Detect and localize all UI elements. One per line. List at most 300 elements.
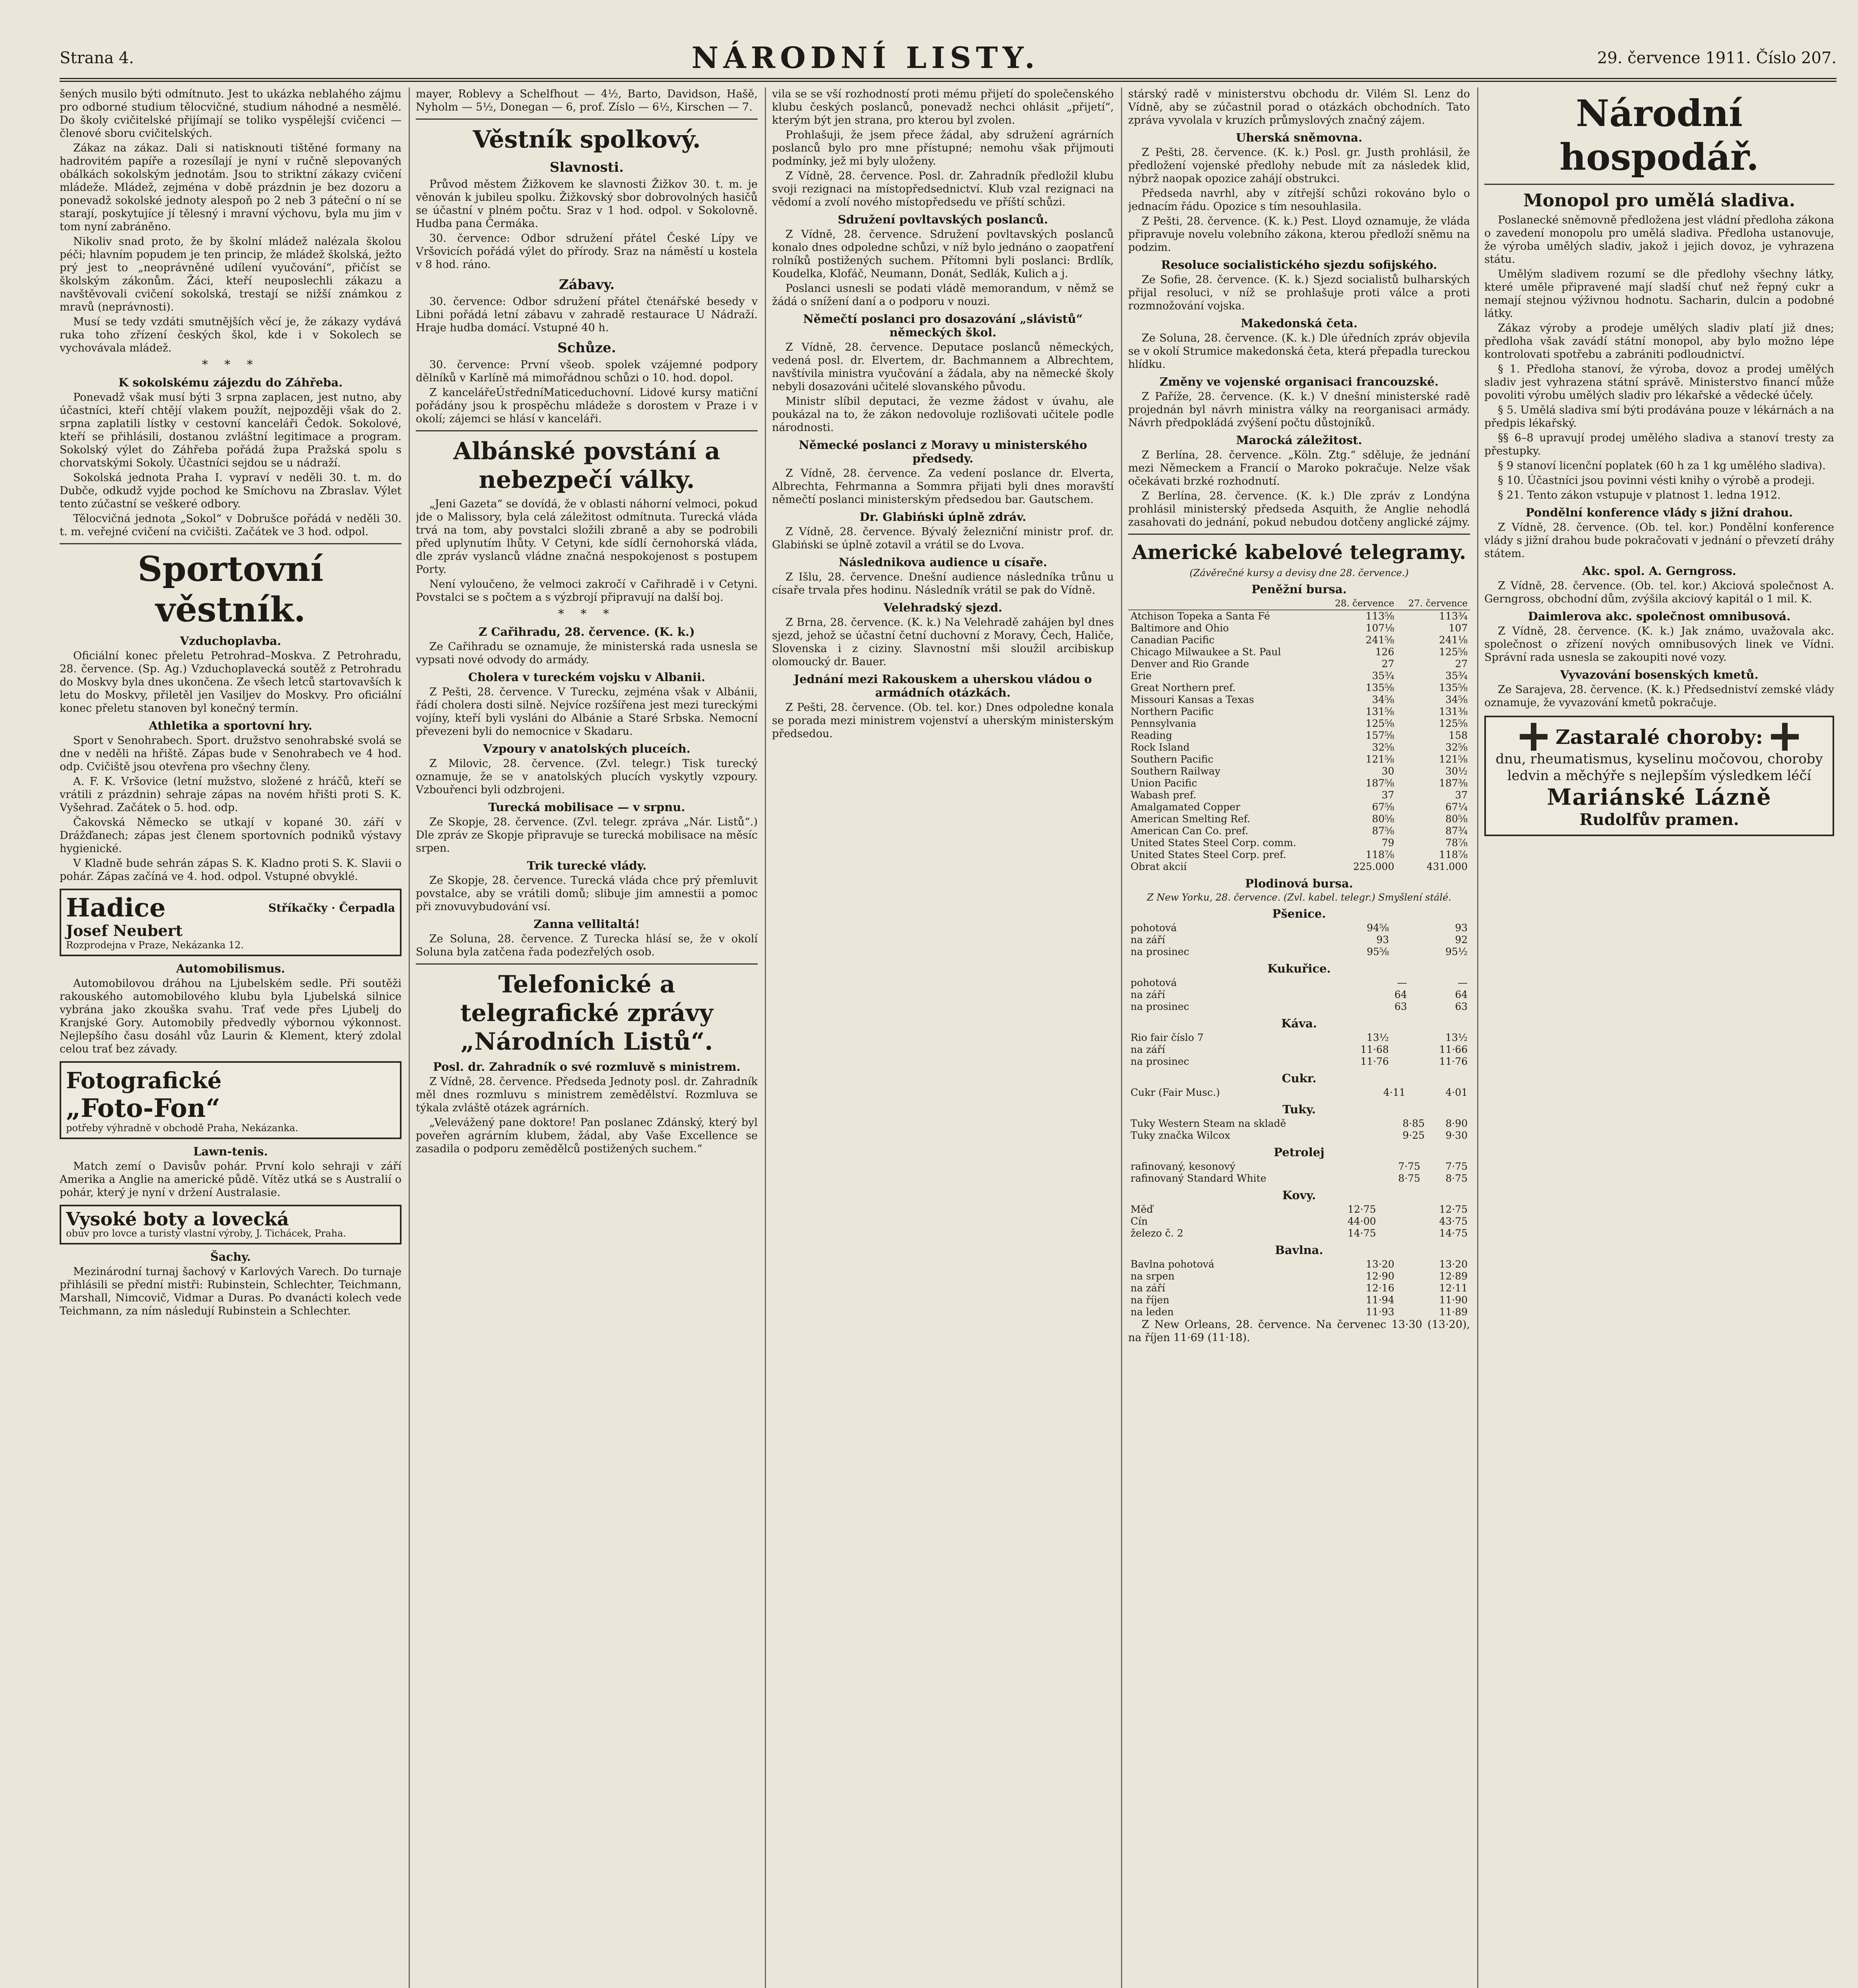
table-cell: 113¾ bbox=[1439, 610, 1468, 622]
column-rule bbox=[765, 87, 766, 1988]
article-text: Ze Skopje, 28. července. (Zvl. telegr. zpráva „Nár. Listů“.) Dle zpráv ze Skopje připravuje se turecká mobilisace na měsíc srpen. bbox=[416, 816, 758, 854]
article-text: mayer, Roblevy a Schelfhout — 4½, Barto, Davidson, Hašě, Nyholm — 5½, Donegan — 6, prof. Zíslo — 6½, Kirschen — 7. bbox=[416, 88, 758, 113]
table-cell: na prosinec bbox=[1131, 1001, 1189, 1012]
table-cell: 241⅝ bbox=[1365, 634, 1394, 646]
table-row bbox=[1128, 1056, 1470, 1068]
section-subtitle: Zábavy. bbox=[559, 277, 615, 293]
article-text: Z Berlína, 28. července. „Köln. Ztg.“ sděluje, že jednání mezi Německem a Francií o Maroko pokračuje. Nelze však očekávati brzké rozhodnutí. bbox=[1128, 449, 1470, 487]
table-row bbox=[1128, 825, 1470, 837]
divider bbox=[1128, 534, 1470, 535]
table-row bbox=[1128, 777, 1470, 789]
news-heading: Jednání mezi Rakouskem a uherskou vládou o armádních otázkách. bbox=[794, 672, 1092, 699]
table-cell: 44·00 bbox=[1347, 1215, 1376, 1227]
table-row bbox=[1128, 1130, 1470, 1142]
table-cell: 12·75 bbox=[1439, 1204, 1468, 1215]
table-row bbox=[1128, 706, 1470, 718]
newspaper-title: NÁRODNÍ LISTY. bbox=[691, 41, 1040, 75]
table-cell: 80⅝ bbox=[1372, 813, 1394, 825]
article-text: Poslanci usnesli se podati vládě memorandum, v němž se žádá o snížení daní a o podporu v nouzi. bbox=[772, 282, 1114, 308]
article-text: Ze Cařihradu se oznamuje, že ministerská rada usnesla se vypsati nové odvody do armády. bbox=[416, 641, 758, 666]
table-cell: 34⅝ bbox=[1372, 694, 1394, 705]
article-text: Ze Soluna, 28. července. (K. k.) Dle úředních zpráv objevila se v okolí Strumice makedonská četa, která přepadla tureckou hlídku. bbox=[1128, 332, 1470, 371]
table-cell: 93 bbox=[1376, 934, 1389, 945]
table-row bbox=[1128, 801, 1470, 813]
table-cell: Canadian Pacific bbox=[1131, 634, 1215, 646]
table-cell: 8·90 bbox=[1445, 1118, 1468, 1129]
article-text: § 10. Účastníci jsou povinni vésti knihy o výrobě a prodeji. bbox=[1498, 474, 1815, 487]
table-cell: na prosinec bbox=[1131, 946, 1189, 957]
article-text: Z Vídně, 28. července. Posl. dr. Zahradník předložil klubu svoji rezignaci na místopředsednictví. Klub vzal rezignaci na vědomí a zvolí nového místopředsedu ve příští schůzi. bbox=[772, 170, 1114, 208]
table-cell: 80⅝ bbox=[1445, 813, 1468, 825]
table-cell: 37 bbox=[1455, 789, 1468, 801]
table-heading: Cukr. bbox=[1282, 1072, 1317, 1085]
article-text: Automobilovou dráhou na Ljubelském sedle. Při soutěži rakouského automobilového klubu byla Ljubelská silnice vybrána jako zkouška svahu. Trať vede přes Ljubelj do Kranjské Gory. Automobily předvedly výbornou výkonnost. Nejlepšího času dosáhl vůz Laurin & Klement, který zdolal celou trať bez závady. bbox=[60, 977, 401, 1055]
ad-text: dnu, rheumatismus, kyselinu močovou, choroby ledvin a měchýře s nejlepším výsledkem léčí bbox=[1495, 751, 1823, 784]
divider bbox=[416, 430, 758, 431]
table-row bbox=[1128, 977, 1470, 989]
section-note: Z New Yorku, 28. července. (Zvl. kabel. telegr.) Smyšlení stálé. bbox=[1147, 892, 1451, 903]
article-text: Mezinárodní turnaj šachový v Karlových Varech. Do turnaje přihlásili se přední mistři: Rubinstein, Schlechter, Teichmann, Marshall, Nimcovič, Vidmar a Duras. Po dvanácti kolech vede Teichmann, za ním následují Rubinstein a Schlechter. bbox=[60, 1266, 401, 1317]
article-title-albania: Albánské povstání a nebezpečí války. bbox=[453, 437, 720, 494]
article-text: Oficiální konec přeletu Petrohrad–Moskva. Z Petrohradu, 28. července. (Sp. Ag.) Vzduchoplavecká soutěž z Petrohradu do Moskvy byla dnes ukončena. Ze všech letců startovavších k letu do Moskvy, přiletěl jen Vasiljev do Moskvy. Pro oficiální konec přeletu stanoven byl konečný termín. bbox=[60, 650, 401, 714]
table-row bbox=[1128, 1044, 1470, 1056]
issue-date: 29. července 1911. Číslo 207. bbox=[1597, 49, 1837, 67]
advertisement-marienbad bbox=[1484, 716, 1834, 836]
table-cell: 121⅝ bbox=[1439, 753, 1468, 765]
table-cell: 87¾ bbox=[1445, 825, 1468, 837]
table-cell: 131⅝ bbox=[1365, 706, 1394, 717]
masthead bbox=[60, 38, 1837, 82]
table-cell: Southern Railway bbox=[1131, 765, 1220, 777]
commodity-table bbox=[1128, 1258, 1470, 1318]
ad-products: Stříkačky · Čerpadla bbox=[268, 901, 395, 914]
article-text: Zákaz na zákaz. Dali si natisknouti tištěné formany na hadrovitém papíře a rozesílají je nyní v ručně slepovaných obálkách sokolským jednotám. Jsou to striktní zákazy cvičení mládeže. Mládež, zejména v době prázdnin je bez dozoru a ponevadž sokolské jednoty alespoň po 2 neb 3 páteční o ní se starají, poskytujíce jí tělesný i mravní výchovu, byla mu jim v tom nyní zabráněno. bbox=[60, 142, 401, 233]
article-text: Z kancelářeÚstředníMaticeduchovní. Lidové kursy matiční pořádány jsou k prospěchu mládeže s dorostem v Praze i v okolí; zájemci se hlásí v kanceláři. bbox=[416, 386, 758, 425]
section-subtitle: Vzduchoplavba. bbox=[180, 634, 281, 648]
section-title-sport: Sportovní věstník. bbox=[138, 549, 324, 630]
table-row bbox=[1128, 682, 1470, 694]
article-text: Z Vídně, 28. července. (Ob. tel. kor.) Pondělní konference vlády s jižní drahou bude pokračovati v jednání o převzetí dráhy státem. bbox=[1484, 521, 1834, 560]
table-cell: Northern Pacific bbox=[1131, 706, 1214, 717]
article-text: § 5. Umělá sladiva smí býti prodávána pouze v lékárnách a na předpis lékařský. bbox=[1484, 404, 1834, 429]
table-cell: na září bbox=[1131, 1282, 1165, 1294]
article-text: „Jeni Gazeta“ se dovídá, že v oblasti náhorní velmoci, pokud jde o Malissory, byla celá záležitost odmítnuta. Turecká vláda trvá na tom, aby povstalci složili zbraně a aby se podrobili před uplynutím lhůty. V Cetyni, kde sídlí černohorská vláda, dle zpráv vyslanců vládne značná nespokojenost s postupem Porty. bbox=[416, 498, 758, 576]
table-cell: 67¼ bbox=[1445, 801, 1468, 813]
table-cell: pohotová bbox=[1131, 922, 1177, 934]
table-heading: Kovy. bbox=[1282, 1188, 1316, 1202]
cross-icon bbox=[1771, 723, 1799, 751]
table-cell: 131⅜ bbox=[1439, 706, 1468, 717]
news-heading: Posl. dr. Zahradník o své rozmluvě s ministrem. bbox=[433, 1060, 741, 1074]
table-cell: pohotová bbox=[1131, 977, 1177, 988]
table-cell: 35¾ bbox=[1372, 670, 1394, 681]
column-2 bbox=[416, 87, 758, 1988]
table-cell: 11·90 bbox=[1439, 1294, 1468, 1306]
table-cell: 118⅞ bbox=[1439, 849, 1468, 860]
article-text: Z Pešti, 28. července. (Ob. tel. kor.) Dnes odpoledne konala se porada mezi ministrem vojenství a uherským ministerským předsedou. bbox=[772, 701, 1114, 740]
table-cell: 87⅝ bbox=[1372, 825, 1394, 837]
table-cell: na srpen bbox=[1131, 1270, 1175, 1282]
article-text: Ze Soluna, 28. července. Z Turecka hlásí se, že v okolí Soluna byla zatčena řada podezřelých osob. bbox=[416, 933, 758, 958]
table-cell: 126 bbox=[1375, 646, 1394, 658]
table-cell: 11·76 bbox=[1439, 1056, 1468, 1067]
news-heading: Velehradský sjezd. bbox=[883, 601, 1003, 614]
advertisement-boots bbox=[60, 1205, 401, 1244]
article-text: Z Pešti, 28. července. V Turecku, zejména však v Albánii, řádí cholera dosti silně. Nejvíce rozšířena jest mezi tureckými vojíny, kteří byli vysláni do Albánie a Staré Srbska. Nemocní převezeni byli do nemocnice v Skadaru. bbox=[416, 686, 758, 738]
table-cell: 64 bbox=[1394, 989, 1407, 1000]
table-cell: — bbox=[1397, 977, 1407, 988]
table-cell: United States Steel Corp. pref. bbox=[1131, 849, 1286, 860]
table-cell: na říjen bbox=[1131, 1294, 1169, 1306]
table-heading: Peněžní bursa. bbox=[1251, 582, 1347, 596]
table-row bbox=[1128, 1306, 1470, 1318]
article-text: Z Pešti, 28. července. (K. k.) Posl. gr. Justh prohlásil, že předložení vojenské předlohy nebude mít za následek klid, nýbrž naopak opozice zahájí obstrukci. bbox=[1128, 146, 1470, 185]
article-text: Nikoliv snad proto, že by školní mládež nalézala školou péči; hlavním popudem je ten princip, že mládež školská, ježto prý jest to „neoprávněné udílení vyučování“, přičíst se školským zákonům. Žáci, kteří neuposlechli zákazu a navštěvovali cvičení sokolská, trestají se nižší známkou z mravů (neprávnosti). bbox=[60, 235, 401, 313]
table-cell: Rio fair číslo 7 bbox=[1131, 1032, 1204, 1043]
article-text: Z Berlína, 28. července. (K. k.) Dle zpráv z Londýna prohlásil ministerský předseda Asquith, že Anglie nehodlá zasahovati do jednání, pokud nebudou dotčeny anglické zájmy. bbox=[1128, 490, 1470, 528]
table-row bbox=[1128, 1001, 1470, 1013]
divider bbox=[416, 963, 758, 965]
article-text: „Velevážený pane doktore! Pan poslanec Zdánský, který byl poveřen agrárním klubem, žádal, aby Vaše Excellence se zasadila o podporu zemědělců postižených suchem.“ bbox=[416, 1116, 758, 1155]
table-cell: 125⅝ bbox=[1439, 718, 1468, 729]
table-cell: — bbox=[1458, 977, 1468, 988]
table-cell: 135⅝ bbox=[1365, 682, 1394, 693]
article-text: Ze Sarajeva, 28. července. (K. k.) Předsedniství zemské vlády oznamuje, že vyvazování kmetů pokračuje. bbox=[1484, 683, 1834, 709]
section-subtitle: Schůze. bbox=[557, 340, 616, 356]
table-cell: 27 bbox=[1455, 658, 1468, 670]
table-cell: 225.000 bbox=[1353, 861, 1394, 872]
table-cell: 14·75 bbox=[1439, 1227, 1468, 1239]
news-heading: Vyvazování bosenských kmetů. bbox=[1560, 668, 1759, 681]
article-title: Monopol pro umělá sladiva. bbox=[1523, 190, 1796, 211]
article-text: Ministr slíbil deputaci, že vezme žádost v úvahu, ale poukázal na to, že zákon nedovoluje rozlišovati učitele podle národnosti. bbox=[772, 395, 1114, 434]
divider bbox=[416, 118, 758, 120]
table-cell: 12·16 bbox=[1366, 1282, 1394, 1294]
table-heading: Bavlna. bbox=[1275, 1243, 1323, 1257]
ad-brand: Hadice bbox=[66, 893, 166, 923]
table-heading: Káva. bbox=[1281, 1017, 1317, 1030]
column-5 bbox=[1484, 87, 1834, 1988]
table-cell: Missouri Kansas a Texas bbox=[1131, 694, 1254, 705]
news-heading: Cholera v tureckém vojsku v Albanii. bbox=[468, 670, 706, 684]
stock-table bbox=[1128, 598, 1470, 873]
table-cell: United States Steel Corp. comm. bbox=[1131, 837, 1296, 848]
table-cell: 431.000 bbox=[1426, 861, 1468, 872]
ad-headline: Fotografické bbox=[66, 1068, 222, 1094]
table-row bbox=[1128, 765, 1470, 777]
table-cell: 64 bbox=[1455, 989, 1468, 1000]
ad-place: Mariánské Lázně bbox=[1547, 784, 1772, 810]
table-heading: Kukuřice. bbox=[1267, 962, 1331, 975]
table-row bbox=[1128, 989, 1470, 1001]
table-heading: Plodinová bursa. bbox=[1245, 877, 1353, 890]
table-cell: Baltimore and Ohio bbox=[1131, 622, 1229, 634]
table-cell: Bavlna pohotová bbox=[1131, 1258, 1214, 1270]
section-title-spolkovy: Věstník spolkový. bbox=[473, 126, 701, 153]
table-cell: 4·01 bbox=[1445, 1087, 1468, 1098]
table-cell: 7·75 bbox=[1398, 1161, 1420, 1172]
news-heading: Změny ve vojenské organisaci francouzské. bbox=[1160, 375, 1439, 388]
news-heading: Německé poslanci z Moravy u ministerského předsedy. bbox=[799, 438, 1087, 465]
table-cell: 78⅞ bbox=[1445, 837, 1468, 848]
table-row bbox=[1128, 634, 1470, 646]
table-cell: American Smelting Ref. bbox=[1131, 813, 1251, 825]
table-row bbox=[1128, 658, 1470, 670]
table-row bbox=[1128, 753, 1470, 765]
column-rule bbox=[409, 87, 410, 1988]
table-cell: Union Pacific bbox=[1131, 777, 1197, 789]
table-row bbox=[1128, 610, 1470, 622]
table-cell: 63 bbox=[1455, 1001, 1468, 1012]
news-heading: Zanna vellitaltá! bbox=[533, 917, 640, 931]
article-text: Sport v Senohrabech. Sport. družstvo senohrabské svolá se dne v neděli na hřiště. Zápas bude v Senohrabech ve 4 hod. odp. Cvičiště jsou otevřena pro všechny členy. bbox=[60, 734, 401, 773]
news-heading: Resoluce socialistického sjezdu sofijského. bbox=[1161, 258, 1437, 272]
column-rule bbox=[1121, 87, 1122, 1988]
table-cell: 107⅛ bbox=[1365, 622, 1394, 634]
article-text: Předseda navrhl, aby v zítřejší schůzi rokováno bylo o jednacím řádu. Opozice s tím nesouhlasila. bbox=[1128, 187, 1470, 213]
table-cell: 13·20 bbox=[1439, 1258, 1468, 1270]
section-subtitle: Athletika a sportovní hry. bbox=[149, 719, 312, 732]
commodity-table bbox=[1128, 1032, 1470, 1068]
advertisement-hadice bbox=[60, 889, 401, 956]
article-text: Sokolská jednota Praha I. vypraví v neděli 30. t. m. do Dubče, odkudž vyjde pochod ke Smíchovu na Zbraslav. Výlet tento zúčastní se veškeré odbory. bbox=[60, 472, 401, 510]
article-text: Poslanecké sněmovně předložena jest vládní předloha zákona o zavedení monopolu pro umělá sladiva. Předloha ustanovuje, že výroba umělých sladiv, jakož i jejich dovoz, je vyhrazena státu. bbox=[1484, 214, 1834, 266]
table-cell: 7·75 bbox=[1445, 1161, 1468, 1172]
table-cell: 94⅝ bbox=[1367, 922, 1389, 934]
table-cell: Tuky Western Steam na skladě bbox=[1131, 1118, 1286, 1129]
section-divider: * * * bbox=[558, 607, 616, 621]
commodity-table bbox=[1128, 1087, 1470, 1099]
table-cell: 11·68 bbox=[1360, 1044, 1389, 1055]
table-cell: na prosinec bbox=[1131, 1056, 1189, 1067]
table-row bbox=[1128, 670, 1470, 682]
table-cell: 157⅝ bbox=[1365, 730, 1394, 741]
table-cell: 113⅝ bbox=[1365, 610, 1394, 622]
section-title-economy: Národní hospodář. bbox=[1559, 92, 1759, 179]
table-cell: 125⅝ bbox=[1439, 646, 1468, 658]
article-text: Umělým sladivem rozumí se dle předlohy všechny látky, které uměle připravené mají sladší chuť než řepný cukr a nemají stejnou výživnou hodnotu. Sacharin, dulcin a podobné látky. bbox=[1484, 268, 1834, 320]
table-cell: 27 bbox=[1381, 658, 1394, 670]
column-4 bbox=[1128, 87, 1470, 1988]
table-row bbox=[1128, 1087, 1470, 1099]
table-cell: 95½ bbox=[1445, 946, 1468, 957]
article-text: Musí se tedy vzdáti smutnějších věcí je, že zákazy vydává ruka toho zřízení českých škol, kde i v Sokolech se vychovávala mládež. bbox=[60, 316, 401, 354]
article-text: Tělocvičná jednota „Sokol“ v Dobrušce pořádá v neděli 30. t. m. veřejné cvičení na cvičišti. Začátek ve 3 hod. odpol. bbox=[60, 513, 401, 538]
table-cell: 93 bbox=[1455, 922, 1468, 934]
article-text: Z Pešti, 28. července. (K. k.) Pest. Lloyd oznamuje, že vláda připravuje novelu volebního zákona, kterou předloží sněmu na podzim. bbox=[1128, 215, 1470, 254]
table-cell: 107 bbox=[1449, 622, 1468, 634]
article-text: Z Vídně, 28. července. (Ob. tel. kor.) Akciová společnost A. Gerngross, obchodní dům, zvýšila akciový kapitál o 1 mil. K. bbox=[1484, 580, 1834, 605]
table-row bbox=[1128, 849, 1470, 861]
table-row bbox=[1128, 1258, 1470, 1270]
table-cell: 95⅝ bbox=[1367, 946, 1389, 957]
news-heading: Z Cařihradu, 28. července. (K. k.) bbox=[479, 625, 695, 639]
table-cell: na září bbox=[1131, 1044, 1165, 1055]
table-cell: 8·75 bbox=[1445, 1173, 1468, 1184]
table-row bbox=[1128, 742, 1470, 753]
table-heading: Tuky. bbox=[1282, 1103, 1316, 1116]
article-text: Ze Skopje, 28. července. Turecká vláda chce prý přemluvit povstalce, aby se vrátili domů; slibuje jim amnestii a pomoc při znovuvybudování vsí. bbox=[416, 874, 758, 913]
table-row bbox=[1128, 1294, 1470, 1306]
table-cell: 9·25 bbox=[1402, 1130, 1425, 1141]
table-cell: 67⅝ bbox=[1372, 801, 1394, 813]
ad-company: Josef Neubert bbox=[66, 922, 183, 940]
article-text: Ponevadž však musí býti 3 srpna zaplacen, jest nutno, aby účastníci, kteří chtějí vlakem použít, nejpozději však do 2. srpna zaplatili lístky v cestovní kanceláři Čedok. Sokolové, kteří se přihlásili, dostanou zvláštní legitimace a program. Sokolský výlet do Záhřeba pořádá župa Pražská spolu s chorvatskými Sokoly. Účastníci sejdou se u nádraží. bbox=[60, 391, 401, 469]
table-row bbox=[1128, 813, 1470, 825]
table-heading: Petrolej bbox=[1274, 1145, 1325, 1159]
section-subtitle: Šachy. bbox=[210, 1250, 251, 1264]
table-row bbox=[1128, 1270, 1470, 1282]
table-cell: 43·75 bbox=[1439, 1215, 1468, 1227]
article-text: Z Milovic, 28. července. (Zvl. telegr.) Tisk turecký oznamuje, že se v anatolských plucích vyskytly vzpoury. Vzbouřenci byli odzbrojeni. bbox=[416, 757, 758, 796]
article-text: Z Vídně, 28. července. Deputace poslanců německých, vedená posl. dr. Elvertem, dr. Bachmannem a Albrechtem, navštívila ministra vyučování a žádala, aby na německé školy nebyli dosazováni učitelé slovanského původu. bbox=[772, 341, 1114, 393]
news-heading: K sokolskému zájezdu do Záhřeba. bbox=[118, 376, 343, 389]
table-cell: 11·76 bbox=[1360, 1056, 1389, 1067]
news-heading: Sdružení povltavských poslanců. bbox=[838, 213, 1048, 226]
news-heading: Němečtí poslanci pro dosazování „slávistů“ německých škol. bbox=[803, 312, 1083, 339]
table-row bbox=[1128, 1118, 1470, 1130]
table-cell: 14·75 bbox=[1347, 1227, 1376, 1239]
article-text: Z Paříže, 28. července. (K. k.) V dnešní ministerské radě projednán byl návrh ministra války na reorganisaci armády. Návrh předpokládá zvýšení počtu důstojníků. bbox=[1128, 390, 1470, 429]
ad-spring: Rudolfův pramen. bbox=[1579, 810, 1739, 829]
table-cell: 12·75 bbox=[1347, 1204, 1376, 1215]
table-row bbox=[1128, 1204, 1470, 1215]
commodity-table bbox=[1128, 1204, 1470, 1239]
table-cell: 11·89 bbox=[1439, 1306, 1468, 1318]
table-cell: 135⅝ bbox=[1439, 682, 1468, 693]
table-row bbox=[1128, 1161, 1470, 1173]
table-cell: 118⅞ bbox=[1365, 849, 1394, 860]
ad-address: obuv pro lovce a turisty vlastní výroby, J. Tichácek, Praha. bbox=[66, 1228, 346, 1239]
ad-headline: Zastaralé choroby: bbox=[1555, 725, 1763, 749]
advertisement-fotofon bbox=[60, 1061, 401, 1139]
table-row bbox=[1128, 922, 1470, 934]
ad-company: „Foto-Fon“ bbox=[66, 1093, 221, 1123]
article-text: A. F. K. Vršovice (letní mužstvo, složené z hráčů, kteří se vrátili z prázdnin) sehraje zápas na novém hřišti proti S. K. Vyšehrad. Začátek o 5. hod. odp. bbox=[60, 775, 401, 814]
column-1 bbox=[60, 87, 401, 1988]
article-text: Z Vídně, 28. července. Bývalý železniční ministr prof. dr. Glabiński se úplně zotavil a vrátil se do Lvova. bbox=[772, 526, 1114, 551]
table-cell: Tuky značka Wilcox bbox=[1131, 1130, 1230, 1141]
table-cell: 32⅝ bbox=[1372, 742, 1394, 753]
table-row bbox=[1128, 946, 1470, 958]
table-row bbox=[1128, 646, 1470, 658]
article-text: Ze Sofie, 28. července. (K. k.) Sjezd socialistů bulharských přijal resoluci, v níž se prohlašuje proti válce a proti rozmnožování vojska. bbox=[1128, 274, 1470, 312]
news-heading: Dr. Glabiński úplně zdráv. bbox=[859, 510, 1026, 524]
table-row bbox=[1128, 694, 1470, 706]
section-subtitle: Automobilismus. bbox=[176, 962, 285, 975]
news-heading: Marocká záležitost. bbox=[1236, 433, 1362, 447]
commodity-table bbox=[1128, 1118, 1470, 1142]
article-text: Z Vídně, 28. července. Předseda Jednoty posl. dr. Zahradník měl dnes rozmluvu s ministrem zemědělství. Rozmluva se týkala zvláště otázek agrárních. bbox=[416, 1076, 758, 1114]
article-text: Prohlašuji, že jsem přece žádal, aby sdružení agrárních poslanců bylo pro mne přístupné; nemohu však přijmouti podmínky, jež mi byly uloženy. bbox=[772, 129, 1114, 167]
table-column-header: 28. července bbox=[1323, 598, 1397, 610]
article-text: stárský radě v ministerstvu obchodu dr. Vilém Sl. Lenz do Vídně, aby se zúčastnil porad o otázkách obchodních. Tato zpráva vyvolala v kruzích průmyslových značný zájem. bbox=[1128, 88, 1470, 126]
table-cell: Reading bbox=[1131, 730, 1172, 741]
article-text: § 21. Tento zákon vstupuje v platnost 1. ledna 1912. bbox=[1498, 489, 1781, 501]
section-title-telegraph: Telefonické a telegrafické zprávy „Národních Listů“. bbox=[460, 971, 714, 1056]
article-text: Z Vídně, 28. července. (K. k.) Jak známo, uvažovala akc. společnost o zřízení nových omnibusových linek ve Vídni. Správní rada usnesla se zakoupiti nové vozy. bbox=[1484, 625, 1834, 664]
table-row bbox=[1128, 934, 1470, 946]
table-row bbox=[1128, 1215, 1470, 1227]
news-heading: Akc. spol. A. Gerngross. bbox=[1582, 564, 1736, 578]
table-cell: 13½ bbox=[1445, 1032, 1468, 1043]
news-heading: Pondělní konference vlády s jižní drahou. bbox=[1525, 506, 1793, 519]
table-cell: 12·89 bbox=[1439, 1270, 1468, 1282]
table-row bbox=[1128, 1282, 1470, 1294]
article-text: §§ 6–8 upravují prodej umělého sladiva a stanoví tresty za přestupky. bbox=[1484, 432, 1834, 457]
table-cell: 8·75 bbox=[1398, 1173, 1420, 1184]
cross-icon bbox=[1520, 723, 1548, 751]
table-cell: Cukr (Fair Musc.) bbox=[1131, 1087, 1220, 1098]
table-cell: 158 bbox=[1449, 730, 1468, 741]
section-title-cable: Americké kabelové telegramy. bbox=[1132, 540, 1466, 564]
section-subtitle: Lawn-tenis. bbox=[193, 1145, 268, 1158]
table-cell: Erie bbox=[1131, 670, 1152, 681]
section-subtitle: Slavnosti. bbox=[549, 159, 624, 175]
article-text: V Kladně bude sehrán zápas S. K. Kladno proti S. K. Slavii o pohár. Zápas začíná ve 4. hod. odpol. Vstupné obvyklé. bbox=[60, 857, 401, 883]
table-cell: 12·11 bbox=[1439, 1282, 1468, 1294]
table-column-header: 27. července bbox=[1396, 598, 1470, 610]
news-heading: Turecká mobilisace — v srpnu. bbox=[488, 800, 685, 814]
table-row bbox=[1128, 622, 1470, 634]
table-cell: 37 bbox=[1381, 789, 1394, 801]
article-text: Z Brna, 28. července. (K. k.) Na Velehradě zahájen byl dnes sjezd, jehož se účastní četní duchovní z Moravy, Čech, Haliče, Slovenska i z ciziny. Slavnostní mši sloužil arcibiskup olomoucký dr. Bauer. bbox=[772, 616, 1114, 668]
table-cell: Rock Island bbox=[1131, 742, 1190, 753]
table-cell: 30 bbox=[1381, 765, 1394, 777]
table-cell: American Can Co. pref. bbox=[1131, 825, 1249, 837]
table-cell: rafinovaný Standard White bbox=[1131, 1173, 1266, 1184]
table-cell: 79 bbox=[1381, 837, 1394, 848]
article-text: Z Išlu, 28. července. Dnešní audience následníka trůnu u císaře trvala přes hodinu. Následník vrátil se pak do Vídně. bbox=[772, 571, 1114, 596]
table-column-header bbox=[1128, 598, 1323, 610]
table-cell: 187⅜ bbox=[1439, 777, 1468, 789]
article-text: Z Vídně, 28. července. Sdružení povltavských poslanců konalo dnes odpoledne schůzi, v níž bylo jednáno o zaopatření rolníků postižených suchem. Přítomni byli poslanci: Brdlík, Koudelka, Klofáč, Neumann, Donát, Sedlák, Kulich a j. bbox=[772, 228, 1114, 280]
table-row bbox=[1128, 1173, 1470, 1184]
article-text: Match zemí o Davisův pohár. První kolo sehraji v září Amerika a Anglie na americké půdě. Vítěz utká se s Australií o pohár, který je nyní v držení Australasie. bbox=[60, 1160, 401, 1199]
ad-headline: Vysoké boty a lovecká bbox=[66, 1208, 289, 1230]
table-row bbox=[1128, 1227, 1470, 1239]
table-cell: 187⅝ bbox=[1365, 777, 1394, 789]
table-cell: 92 bbox=[1455, 934, 1468, 945]
article-text: Zákaz výroby a prodeje umělých sladiv platí již dnes; předloha však zavádí státní monopol, aby bylo možno lépe kontrolovati spotřebu a zabrániti podloudnictví. bbox=[1484, 322, 1834, 361]
news-heading: Daimlerova akc. společnost omnibusová. bbox=[1528, 610, 1791, 623]
table-cell: 9·30 bbox=[1445, 1130, 1468, 1141]
article-text: Z Vídně, 28. července. Za vedení poslance dr. Elverta, Albrechta, Fehrmanna a Sommra přijati byli dnes moravští němečtí poslanci ministerským předsedou bar. Gautschem. bbox=[772, 467, 1114, 506]
article-text: vila se se vší rozhodností proti mému přijetí do společenského klubu českých poslanců, ponevadž nechci ohlásit „přijetí“, kterým být jen strana, pro kterou byl zvolen. bbox=[772, 88, 1114, 126]
page-number: Strana 4. bbox=[60, 49, 134, 67]
article-text: Z New Orleans, 28. července. Na červenec 13·30 (13·20), na říjen 11·69 (11·18). bbox=[1128, 1318, 1470, 1344]
ad-address: Rozprodejna v Praze, Nekázanka 12. bbox=[66, 940, 244, 951]
divider bbox=[60, 543, 401, 544]
news-heading: Uherská sněmovna. bbox=[1235, 131, 1363, 144]
table-cell: na září bbox=[1131, 934, 1165, 945]
article-text: 30. července: Odbor sdružení přátel čtenářské besedy v Libni pořádá letní zábavu v zahradě restaurace U Nádraží. Hraje hudba domácí. Vstupné 40 h. bbox=[416, 295, 758, 334]
table-row bbox=[1128, 1032, 1470, 1044]
table-cell: rafinovaný, kesonový bbox=[1131, 1161, 1235, 1172]
article-text: Čakovská Německo se utkají v kopané 30. září v Drážďanech; zápas jest členem sportovních podniků výstavy hygienické. bbox=[60, 816, 401, 855]
table-cell: na leden bbox=[1131, 1306, 1174, 1318]
table-cell: 30½ bbox=[1445, 765, 1468, 777]
table-cell: železo č. 2 bbox=[1131, 1227, 1183, 1239]
table-cell: Southern Pacific bbox=[1131, 753, 1214, 765]
table-row bbox=[1128, 730, 1470, 742]
table-row bbox=[1128, 789, 1470, 801]
column-rule bbox=[1477, 87, 1478, 1988]
table-cell: 13·20 bbox=[1366, 1258, 1394, 1270]
table-cell: Wabash pref. bbox=[1131, 789, 1197, 801]
ad-address: potřeby výhradně v obchodě Praha, Nekázanka. bbox=[66, 1122, 299, 1134]
news-heading: Trik turecké vlády. bbox=[527, 859, 647, 872]
